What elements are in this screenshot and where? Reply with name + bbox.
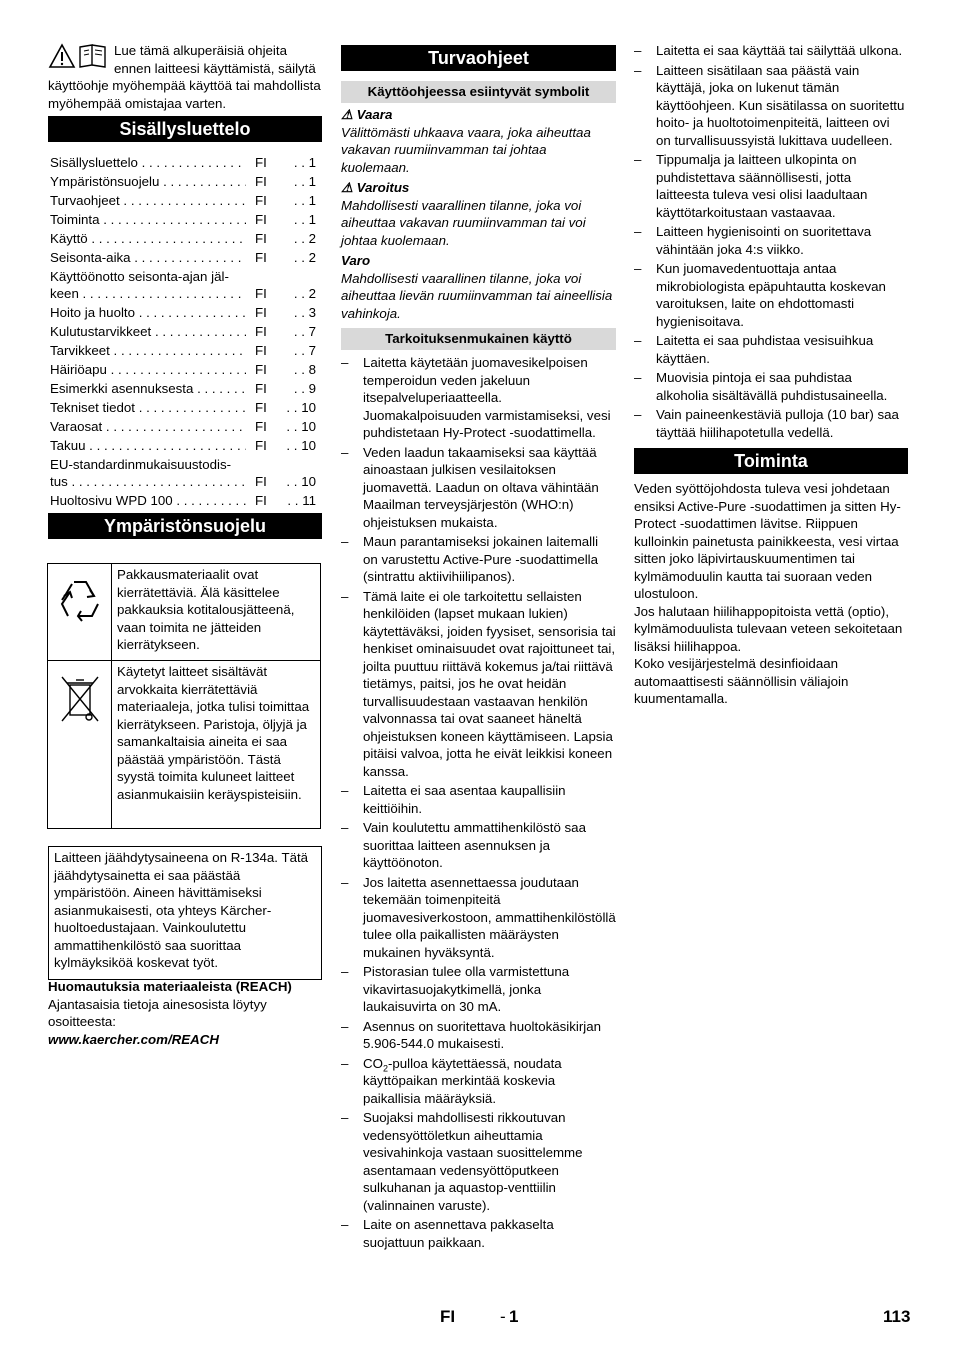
toc-row[interactable] xyxy=(50,154,320,173)
env-row-packaging: Pakkausmateriaalit ovat kierrätettäviä. Älä käsittelee pakkauksia kotitalousjätteenä, vaan toimita ne jätteiden kierrätykseen. xyxy=(112,564,321,661)
toc-lang: FI xyxy=(255,193,267,208)
toc-title: Turvaohjeet . . . xyxy=(50,192,246,210)
reach-text: Ajantasaisia tietoja ainesosista löytyy osoitteesta: xyxy=(48,996,267,1029)
toc-page: . . 1 xyxy=(294,154,316,172)
toc-row[interactable] xyxy=(50,173,320,192)
list-item: – Tippumalja ja laitteen ulkopinta on puhdistettava säännöllisesti, jotta laitteesta tuleva vesi olisi laadultaan käyttötarkoitustaan vastaavaa. xyxy=(634,151,908,221)
list-item: – Maun parantamiseksi jokainen laitemalli on varustettu Active-Pure -suodattimella (sintrattu aktiivihiilipanos). xyxy=(341,533,616,586)
toc-page: . . 1 xyxy=(294,211,316,229)
toc-title: Toiminta . . . xyxy=(50,211,246,229)
footer-sub: 1 xyxy=(509,1307,519,1326)
vaara-label-row xyxy=(341,106,616,124)
env-heading: Ympäristönsuojelu xyxy=(48,513,322,539)
toc-lang: FI xyxy=(255,474,267,489)
crossed-bin-icon xyxy=(48,661,112,829)
toc-row[interactable] xyxy=(50,268,320,304)
toc-lang: FI xyxy=(255,250,267,265)
toc-row[interactable] xyxy=(50,380,320,399)
vaara-text: Välittömästi uhkaava vaara, joka aiheuttaa vakavan ruumiinvamman tai johtaa kuolemaan. xyxy=(341,124,591,175)
coolant-notice: Laitteen jäähdytysaineena on R-134a. Tätä jäähdytysainetta ei saa päästää ympäristöön. Aineen hävittämiseksi asianmukaisesti, ota yhteys Kärcher-huoltoedustajaan. Vainkoulutettu ammattihenkilöstö saa suorittaa kylmäyksiköä koskevat työt. xyxy=(48,846,322,980)
safety-column xyxy=(341,45,616,1253)
reach-link[interactable]: www.kaercher.com/REACH xyxy=(48,1031,219,1047)
toc-title: Esimerkki asennuksesta . . . xyxy=(50,380,246,398)
list-item: – Vain koulutettu ammattihenkilöstö saa suorittaa laitteen asennuksen ja käyttöönoton. xyxy=(341,819,616,872)
toc-page: . . 10 xyxy=(286,437,316,455)
toc-page: . . 10 xyxy=(286,418,316,436)
env-table xyxy=(47,563,321,829)
toc-lang: FI xyxy=(255,174,267,189)
list-item: – Pistorasian tulee olla varmistettuna vikavirtasuojakytkimellä, jonka laukaisuvirta on 30 mA. xyxy=(341,963,616,1016)
toc-title-line1: EU-standardinmukaisuustodis- xyxy=(50,457,232,472)
toc-page: . . 2 xyxy=(294,230,316,248)
co2-prefix: CO xyxy=(363,1055,383,1071)
list-item: – Muovisia pintoja ei saa puhdistaa alkoholia sisältävällä puhdistusaineella. xyxy=(634,369,908,404)
list-item: – Jos laitetta asennettaessa joudutaan tekemään toimenpiteitä juomavesiverkostoon, ammattihenkilöstöllä tulee olla paikallisten määräysten mukainen hyväksyntä. xyxy=(341,874,616,962)
varoitus-label: Varoitus xyxy=(356,180,410,195)
reach-title: Huomautuksia materiaaleista (REACH) xyxy=(48,979,292,994)
function-p3: Koko vesijärjestelmä desinfioidaan automaattisesti säännöllisin väliajoin kuumentamalla. xyxy=(634,656,849,706)
toc-row[interactable] xyxy=(50,249,320,268)
toc-page: . . 8 xyxy=(294,361,316,379)
list-item: – Laitetta ei saa käyttää tai säilyttää ulkona. xyxy=(634,42,908,60)
toc-page: . . 7 xyxy=(294,342,316,360)
toc-row[interactable] xyxy=(50,342,320,361)
toc-row[interactable] xyxy=(50,456,320,492)
list-item: – Kun juomavedentuottaja antaa mikrobiologista epäpuhtautta koskevan varoituksen, laite on ehdottomasti hygienisoitava. xyxy=(634,260,908,330)
warning-icon: ⚠ xyxy=(341,180,353,195)
co2-text: -pulloa käytettäessä, noudata käyttöpaikan merkintää koskevia paikallisia määräyksiä. xyxy=(363,1055,562,1106)
toc-page: . . 11 xyxy=(287,492,316,510)
toc-title: Seisonta-aika . . . xyxy=(50,249,246,267)
list-item: – Laitetta ei saa puhdistaa vesisuihkua käyttäen. xyxy=(634,332,908,367)
list-item: – Laitteen sisätilaan saa päästä vain käyttäjä, joka on lukenut tämän käyttöohjeen. Kun sisätilassa on suoritettu hoito- ja huoltotoimenpiteitä, laitteen ovi on turvallisuussyistä lukittava uudelleen. xyxy=(634,62,908,150)
toc-page: . . 2 xyxy=(294,285,316,303)
env-row-devices: Käytetyt laitteet sisältävät arvokkaita kierrätettäviä materiaaleja, jotka tulisi toimittaa kierrätykseen. Paristoja, öljyjä ja samankaltaisia aineita ei saa päästää ympäristöön. Tästä syystä toimita kuluneet laitteet asianmukaisiin keräyspisteisiin. xyxy=(112,661,321,829)
toc-lang: FI xyxy=(255,438,267,453)
function-heading: Toiminta xyxy=(634,448,908,474)
varoitus-text: Mahdollisesti vaarallinen tilanne, joka voi aiheuttaa vakavan ruumiinvamman tai voi johtaa kuolemaan. xyxy=(341,197,586,248)
safety-list xyxy=(341,354,616,1251)
toc-page: . . 3 xyxy=(294,304,316,322)
list-item: – Laitteen hygienisointi on suoritettava vähintään joka 4:s viikko. xyxy=(634,223,908,258)
toc-page: . . 2 xyxy=(294,249,316,267)
varo-label: Varo xyxy=(341,253,371,268)
toc-title: Ympäristönsuojelu . . . xyxy=(50,173,246,191)
toc-heading-bar xyxy=(48,116,322,142)
toc-title: keen . . . xyxy=(50,285,246,303)
col3 xyxy=(634,42,908,708)
list-item: – Asennus on suoritettava huoltokäsikirjan 5.906-544.0 mukaisesti. xyxy=(341,1018,616,1053)
toc-page: . . 10 xyxy=(286,399,316,417)
toc-title: Takuu . . . xyxy=(50,437,246,455)
list-item: – Laitetta ei saa asentaa kaupallisiin keittiöihin. xyxy=(341,782,616,817)
list-item: – Laite on asennettava pakkaselta suojattuun paikkaan. xyxy=(341,1216,616,1251)
toc-lang: FI xyxy=(255,305,267,320)
toc-lang: FI xyxy=(255,493,267,508)
list-item: – Tämä laite ei ole tarkoitettu sellaisten henkilöiden (lapset mukaan lukien) käytettäväksi, joiden fyysiset, sensorisia tai henkiset ominaisuudet ovat rajoittuneet tai, joilta puuttuu riittävä kokemus ja/tai riittävä tietämys, paitsi, jos he ovat heidän turvallisuudestaan vastaavan henkilön valvonnassa tai ovat saaneet häneltä ohjeistuksen koneen käyttämiseen. Lapsia pitäisi valvoa, jotta he eivät leikkisi koneen kanssa. xyxy=(341,588,616,781)
toc-row[interactable] xyxy=(50,304,320,323)
toc-page: . . 10 xyxy=(286,473,316,491)
toc-lang: FI xyxy=(255,362,267,377)
page-number: 113 xyxy=(883,1307,911,1326)
list-item: – Veden laadun takaamiseksi saa käyttää ainoastaan julkisen vesilaitoksen juomavettä. Laadun on oltava vähintään Maailman terveysjärjestön (WHO:n) ohjeistuksen mukaista. xyxy=(341,444,616,532)
intro-text: Lue tämä alkuperäisiä ohjeita ennen laitteesi käyttämistä, säilytä käyttöohje myöhempää käyttöä tai mahdollista myöhempää omistajaa varten. xyxy=(48,43,321,111)
list-item: – Vain paineenkestäviä pulloja (10 bar) saa täyttää hiilihapotetulla vedellä. xyxy=(634,406,908,441)
toc-title: Sisällysluettelo . . . xyxy=(50,154,246,172)
toc-lang: FI xyxy=(255,419,267,434)
toc-title: Tekniset tiedot . . . xyxy=(50,399,246,417)
toc-lang: FI xyxy=(255,381,267,396)
toc-lang: FI xyxy=(255,400,267,415)
toc-title: Kulutustarvikkeet . . . xyxy=(50,323,246,341)
intro xyxy=(48,42,322,112)
toc-heading: Sisällysluettelo xyxy=(48,116,322,142)
vaara-label: Vaara xyxy=(356,107,393,122)
toc-page: . . 1 xyxy=(294,173,316,191)
reach-section xyxy=(48,978,322,1048)
safety-list-continued xyxy=(634,42,908,441)
co2-subscript: 2 xyxy=(382,1063,388,1074)
table-of-contents xyxy=(50,154,320,511)
use-heading: Tarkoituksenmukainen käyttö xyxy=(341,328,616,350)
toc-lang: FI xyxy=(255,343,267,358)
footer-lang: FI xyxy=(440,1307,456,1326)
toc-title: Häiriöapu . . . xyxy=(50,361,246,379)
list-item: – Suojaksi mahdollisesti rikkoutuvan vedensyöttöletkun aiheuttamia vesivahinkoja vastaan suosittelemme asentamaan vedensyöttöputkeen sulkuhanan ja aquastop-venttiilin (valinnainen varuste). xyxy=(341,1109,616,1214)
toc-lang: FI xyxy=(255,155,267,170)
toc-title: Huoltosivu WPD 100 . . . xyxy=(50,492,246,510)
toc-page: . . 7 xyxy=(294,323,316,341)
toc-title: Tarvikkeet . . . xyxy=(50,342,246,360)
varoitus-label-row xyxy=(341,179,616,197)
toc-title: tus . . . xyxy=(50,473,246,491)
function-p1: Veden syöttöjohdosta tuleva vesi johdetaan ensiksi Active-Pure -suodattimen ja sitten Hy-Protect -suodattimen lävitse. Riippuen kulloinkin painetusta painikkeesta, vesi virtaa sitten joko läpivirtauskuumentimen tai kylmämoduulin kautta tai suoraan veden ulostuloon. xyxy=(634,481,901,601)
toc-title: Hoito ja huolto . . . xyxy=(50,304,246,322)
toc-row[interactable] xyxy=(50,399,320,418)
symbols-heading: Käyttöohjeessa esiintyvät symbolit xyxy=(341,81,616,103)
toc-row[interactable] xyxy=(50,323,320,342)
warning-icon: ⚠ xyxy=(341,107,353,122)
toc-title: Varaosat . . . xyxy=(50,418,246,436)
env-heading-bar xyxy=(48,513,322,539)
toc-row[interactable] xyxy=(50,492,320,511)
toc-title: Käyttö . . . xyxy=(50,230,246,248)
function-p2: Jos halutaan hiilihappopitoista vettä (optio), kylmämoduulista tulevaan veteen sekoitetaan lisäksi hiilihappoa. xyxy=(634,603,903,654)
list-item: – Laitetta käytetään juomavesikelpoisen temperoidun veden jakeluun itsepalveluperiaatteella. Juomakalpoisuuden varmistamiseksi, vesi puhdistetaan Hy-Protect -suodattimella. xyxy=(341,354,616,442)
toc-row[interactable] xyxy=(50,418,320,437)
list-item-co2 xyxy=(341,1055,616,1108)
toc-row[interactable] xyxy=(50,230,320,249)
recycle-icon xyxy=(48,564,112,661)
toc-lang: FI xyxy=(255,212,267,227)
varo-text: Mahdollisesti vaarallinen tilanne, joka voi aiheuttaa lievän ruumiinvamman tai aineellisia vahinkoja. xyxy=(341,270,613,321)
toc-lang: FI xyxy=(255,286,267,301)
toc-row[interactable] xyxy=(50,361,320,380)
toc-title-line1: Käyttöönotto seisonta-ajan jäl- xyxy=(50,269,229,284)
toc-page: . . 9 xyxy=(294,380,316,398)
toc-lang: FI xyxy=(255,324,267,339)
toc-row[interactable] xyxy=(50,211,320,230)
toc-row[interactable] xyxy=(50,437,320,456)
toc-page: . . 1 xyxy=(294,192,316,210)
warning-manual-icon xyxy=(48,43,108,69)
toc-lang: FI xyxy=(255,231,267,246)
footer-dash: - xyxy=(500,1307,506,1326)
toc-row[interactable] xyxy=(50,192,320,211)
safety-heading: Turvaohjeet xyxy=(341,45,616,71)
